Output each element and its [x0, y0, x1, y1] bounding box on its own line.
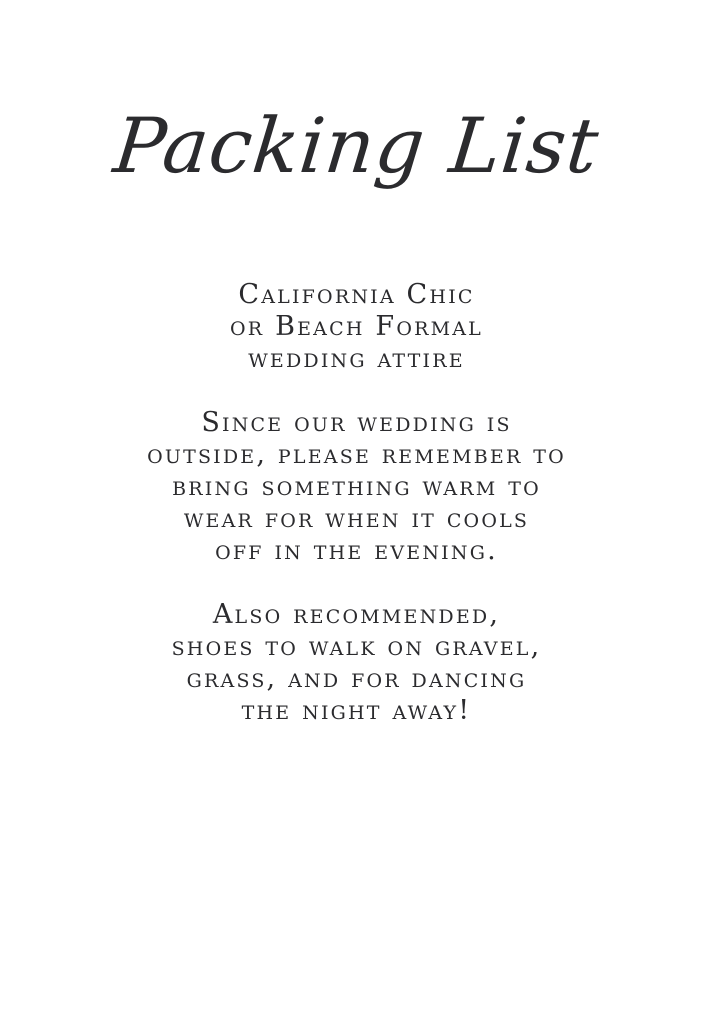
text-line: or Beach Formal: [230, 311, 483, 342]
text-line: wear for when it cools: [183, 503, 530, 534]
text-line: Since our wedding is: [201, 407, 512, 438]
shoes-paragraph: [0, 599, 713, 727]
text-line: off in the evening.: [215, 535, 498, 566]
text-line: California Chic: [238, 279, 475, 310]
page-title: Packing List: [109, 101, 604, 190]
text-line: the night away!: [241, 695, 472, 726]
text-line: bring something warm to: [172, 471, 541, 502]
text-line: outside, please remember to: [147, 439, 566, 470]
text-line: Also recommended,: [212, 599, 501, 630]
text-line: wedding attire: [248, 343, 465, 374]
text-line: grass, and for dancing: [186, 663, 527, 694]
attire-paragraph: [0, 279, 713, 375]
text-line: shoes to walk on gravel,: [171, 631, 542, 662]
outdoor-note-paragraph: [0, 407, 713, 567]
